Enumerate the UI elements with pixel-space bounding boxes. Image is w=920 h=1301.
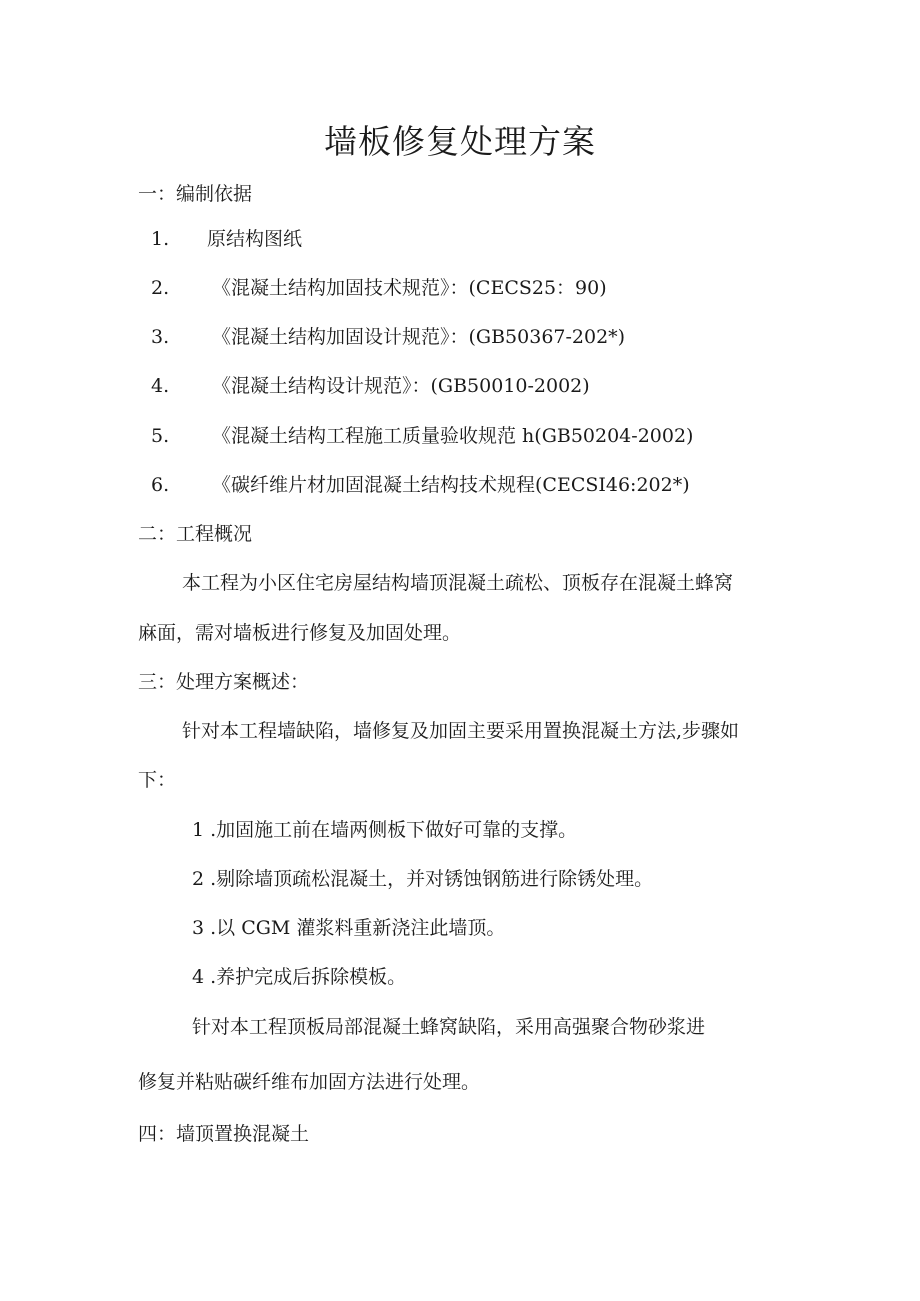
section-heading-plan: 三：处理方案概述：: [138, 671, 310, 693]
list-item-number: 1.: [151, 228, 170, 250]
list-item-number: 6.: [151, 474, 170, 496]
paragraph-line: 针对本工程顶板局部混凝土蜂窝缺陷，采用高强聚合物砂浆进: [192, 1016, 706, 1038]
paragraph-line: 本工程为小区住宅房屋结构墙顶混凝土疏松、顶板存在混凝土蜂窝: [182, 572, 734, 594]
list-item-text: 《混凝土结构设计规范》：(GB50010-2002): [212, 375, 590, 397]
paragraph-line: 下：: [138, 769, 177, 791]
list-item-number: 4.: [151, 375, 170, 397]
list-item-text: 《混凝土结构工程施工质量验收规范 h(GB50204-2002): [212, 425, 694, 447]
list-item-number: 2.: [151, 277, 170, 299]
document-title: 墙板修复处理方案: [324, 122, 596, 161]
list-item-text: 原结构图纸: [207, 228, 303, 250]
list-item-text: 《碳纤维片材加固混凝土结构技术规程(CECSI46:202*): [212, 474, 690, 496]
paragraph-line: 修复并粘贴碳纤维布加固方法进行处理。: [138, 1071, 481, 1093]
paragraph-line: 针对本工程墙缺陷，墙修复及加固主要采用置换混凝土方法,步骤如: [182, 720, 740, 742]
step-item: 3 .以 CGM 灌浆料重新浇注此墙顶。: [192, 917, 506, 939]
paragraph-line: 麻面，需对墙板进行修复及加固处理。: [138, 622, 462, 644]
list-item-text: 《混凝土结构加固设计规范》：(GB50367-202*): [212, 326, 626, 348]
list-item-number: 3.: [151, 326, 170, 348]
section-heading-replacement: 四：墙顶置换混凝土: [138, 1123, 310, 1145]
list-item-text: 《混凝土结构加固技术规范》：(CECS25：90): [212, 277, 607, 299]
step-item: 1 .加固施工前在墙两侧板下做好可靠的支撑。: [192, 819, 578, 841]
section-heading-basis: 一：编制依据: [138, 183, 253, 205]
step-item: 4 .养护完成后拆除模板。: [192, 966, 407, 988]
section-heading-overview: 二：工程概况: [138, 523, 253, 545]
step-item: 2 .剔除墙顶疏松混凝土，并对锈蚀钢筋进行除锈处理。: [192, 868, 654, 890]
list-item-number: 5.: [151, 425, 170, 447]
